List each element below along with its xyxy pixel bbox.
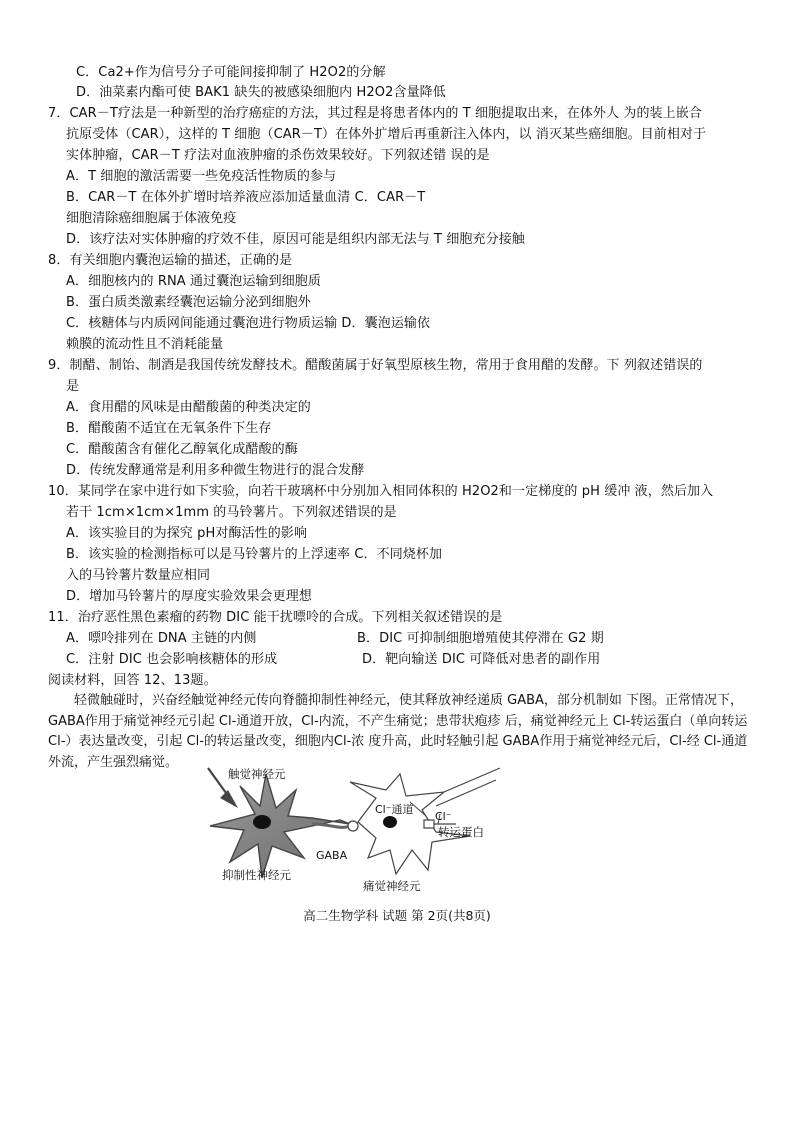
option-11c: C．注射 DIC 也会影响核糖体的形成 — [66, 652, 278, 667]
inhibitory-neuron-label: 抑制性神经元 — [222, 868, 291, 882]
option-8d: 赖膜的流动性且不消耗能量 — [66, 337, 224, 352]
touch-neuron-label: 触觉神经元 — [228, 767, 286, 781]
option-8a: A．细胞核内的 RNA 通过囊泡运输到细胞质 — [66, 274, 322, 289]
option-8c: C．核糖体与内质网间能通过囊泡进行物质运输 D．囊泡运输依 — [66, 316, 431, 331]
reading-instruction: 阅读材料，回答 12、13题。 — [48, 673, 217, 688]
option-7c: 细胞清除癌细胞属于体液免疫 — [66, 211, 237, 226]
option-9d: D．传统发酵通常是利用多种微生物进行的混合发酵 — [66, 463, 365, 478]
option-10d: D．增加马铃薯片的厚度实验效果会更理想 — [66, 589, 312, 604]
option-6d: D．油菜素内酯可使 BAK1 缺失的被感染细胞内 H2O2含量降低 — [76, 85, 446, 100]
question-9-stem: 9．制醋、制饴、制酒是我国传统发酵技术。醋酸菌属于好氧型原核生物，常用于食用醋的发酵。下 列叙述错误的 — [48, 358, 703, 373]
pain-neuron-label: 痛觉神经元 — [363, 879, 421, 893]
question-7-stem: 7．CAR－T疗法是一种新型的治疗癌症的方法，其过程是将患者体内的 T 细胞提取出来，在体外人 为的装上嵌合 — [48, 106, 702, 121]
question-7-stem-line2: 抗原受体（CAR），这样的 T 细胞（CAR－T）在体外扩增后再重新注入体内，以 消灭某些癌细胞。目前相对于 — [66, 127, 707, 142]
option-11b: B．DIC 可抑制细胞增殖使其停滞在 G2 期 — [357, 631, 604, 646]
option-6c: C．Ca2+作为信号分子可能间接抑制了 H2O2的分解 — [76, 65, 386, 80]
cl-channel-label: Cl⁻通道 — [375, 803, 414, 816]
question-11-stem: 11．治疗恶性黑色素瘤的药物 DIC 能干扰嘌呤的合成。下列相关叙述错误的是 — [48, 610, 503, 625]
transporter-mark — [424, 820, 434, 828]
question-10-stem-line2: 若干 1cm×1cm×1mm 的马铃薯片。下列叙述错误的是 — [66, 505, 397, 520]
option-7b: B．CAR－T 在体外扩增时培养液应添加适量血清 C．CAR－T — [66, 190, 426, 205]
option-9c: C．醋酸菌含有催化乙醇氧化成醋酸的酶 — [66, 442, 298, 457]
option-9b: B．醋酸菌不适宜在无氧条件下生存 — [66, 421, 272, 436]
option-9a: A．食用醋的风味是由醋酸菌的种类决定的 — [66, 400, 311, 415]
page-footer: 高二生物学科 试题 第 2页(共8页) — [303, 908, 491, 923]
option-11d: D．靶向输送 DIC 可降低对患者的副作用 — [362, 652, 601, 667]
transporter-label: 转运蛋白 — [438, 825, 484, 839]
neuron-mechanism-figure — [200, 766, 620, 898]
reading-material-paragraph: 轻微触碰时，兴奋经触觉神经元传向脊髓抑制性神经元，使其释放神经递质 GABA，部分机制如 下图。正常情况下，GABA作用于痛觉神经元引起 Cl-通道开放，Cl-内流，不产生痛觉；患带状疱疹 后，痛觉神经元上 Cl-转运蛋白（单向转运 Cl-）表达量改变，引起 Cl-的转运量改变，细胞内Cl-浓 度升高，此时轻触引起 GABA作用于痛觉神经元后，Cl-经 Cl-通道外流，产生强烈痛觉。 — [48, 693, 748, 770]
option-7a: A．T 细胞的激活需要一些免疫活性物质的参与 — [66, 169, 337, 184]
gaba-label: GABA — [316, 849, 348, 862]
option-10a: A．该实验目的为探究 pH对酶活性的影响 — [66, 526, 308, 541]
question-9-stem-line2: 是 — [66, 379, 80, 394]
question-8-stem: 8．有关细胞内囊泡运输的描述，正确的是 — [48, 253, 293, 268]
question-7-stem-line3: 实体肿瘤，CAR－T 疗法对血液肿瘤的杀伤效果较好。下列叙述错 误的是 — [66, 148, 490, 163]
option-7d: D．该疗法对实体肿瘤的疗效不佳，原因可能是组织内部无法与 T 细胞充分接触 — [66, 232, 525, 247]
option-10b: B．该实验的检测指标可以是马铃薯片的上浮速率 C．不同烧杯加 — [66, 547, 443, 562]
question-10-stem: 10．某同学在家中进行如下实验，向若干玻璃杯中分别加入相同体积的 H2O2和一定梯度的 pH 缓冲 液，然后加入 — [48, 484, 714, 499]
option-11a: A．嘌呤排列在 DNA 主链的内侧 — [66, 631, 257, 646]
cl-ion-label: Cl⁻ — [435, 810, 452, 823]
option-8b: B．蛋白质类激素经囊泡运输分泌到细胞外 — [66, 295, 311, 310]
option-10c: 入的马铃薯片数量应相同 — [66, 568, 211, 583]
